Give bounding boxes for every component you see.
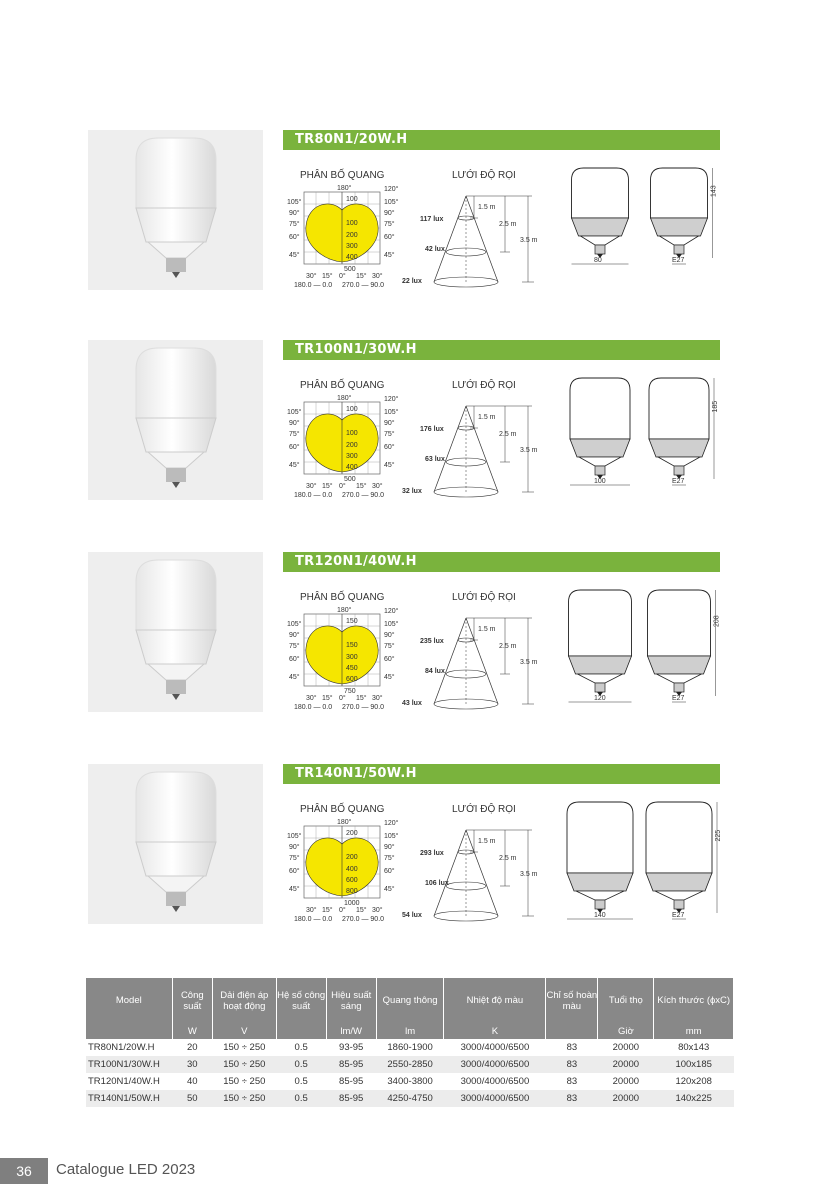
svg-text:45°: 45° xyxy=(384,674,395,681)
distance-label: 1.5 m xyxy=(478,204,496,211)
svg-text:45°: 45° xyxy=(384,462,395,469)
svg-text:117 lux: 117 lux xyxy=(420,216,444,223)
svg-text:60°: 60° xyxy=(384,444,395,451)
table-cell: 83 xyxy=(566,1076,578,1087)
angle-label: 180° xyxy=(337,819,352,826)
svg-text:60°: 60° xyxy=(289,234,300,241)
table-row xyxy=(86,1039,734,1056)
svg-text:60°: 60° xyxy=(384,656,395,663)
svg-text:0°: 0° xyxy=(339,273,346,280)
table-cell: 20 xyxy=(187,1042,198,1053)
svg-text:15°: 15° xyxy=(322,483,333,490)
polar-chart xyxy=(287,606,399,711)
svg-text:45°: 45° xyxy=(384,252,395,259)
polar-label: PHÂN BỐ QUANG xyxy=(300,592,385,603)
th-lumen: Quang thông xyxy=(376,978,444,1023)
svg-text:105°: 105° xyxy=(287,621,302,628)
svg-text:500: 500 xyxy=(344,476,356,483)
svg-text:63 lux: 63 lux xyxy=(425,456,445,463)
dimension-drawing xyxy=(567,802,722,919)
table-cell: 20000 xyxy=(598,1056,654,1073)
svg-text:105°: 105° xyxy=(384,199,399,206)
svg-text:30°: 30° xyxy=(372,907,383,914)
svg-text:43 lux: 43 lux xyxy=(402,700,422,707)
svg-text:106 lux: 106 lux xyxy=(425,880,449,887)
unit-cell: K xyxy=(444,1023,546,1039)
table-cell: 150 ÷ 250 xyxy=(213,1090,277,1107)
page-number: 36 xyxy=(0,1158,48,1184)
table-cell: 120x208 xyxy=(675,1076,712,1087)
table-cell: 2550-2850 xyxy=(376,1056,444,1073)
socket-label: E27 xyxy=(672,912,685,919)
svg-text:30°: 30° xyxy=(306,695,317,702)
svg-text:30°: 30° xyxy=(306,273,317,280)
unit-cell: lm xyxy=(376,1023,444,1039)
table-cell: 20000 xyxy=(598,1090,654,1107)
height-dimension: 143 xyxy=(710,185,718,197)
height-dimension: 185 xyxy=(712,400,719,413)
svg-text:45°: 45° xyxy=(289,886,300,893)
table-cell: 83 xyxy=(546,1056,598,1073)
svg-text:75°: 75° xyxy=(289,855,300,862)
svg-text:750: 750 xyxy=(344,688,356,695)
svg-text:75°: 75° xyxy=(289,643,300,650)
svg-text:450: 450 xyxy=(346,665,358,672)
svg-text:180.0 — 0.0: 180.0 — 0.0 xyxy=(294,282,333,289)
table-cell: 85-95 xyxy=(326,1056,376,1073)
spec-table xyxy=(86,978,734,1107)
svg-text:270.0 — 90.0: 270.0 — 90.0 xyxy=(342,916,385,923)
svg-text:0°: 0° xyxy=(339,483,346,490)
svg-text:90°: 90° xyxy=(384,844,395,851)
svg-text:30°: 30° xyxy=(306,483,317,490)
table-cell: 0.5 xyxy=(294,1042,308,1053)
svg-text:60°: 60° xyxy=(289,444,300,451)
svg-text:30°: 30° xyxy=(372,273,383,280)
svg-text:15°: 15° xyxy=(322,273,333,280)
table-cell: TR120N1/40W.H xyxy=(88,1076,160,1087)
illuminance-cone xyxy=(402,830,538,921)
table-row xyxy=(86,1056,734,1073)
svg-text:75°: 75° xyxy=(289,221,300,228)
product-title: TR140N1/50W.H xyxy=(295,766,417,781)
illuminance-cone xyxy=(402,406,538,497)
table-cell: 30 xyxy=(172,1056,212,1073)
dimension-drawing xyxy=(569,590,721,702)
height-dimension: 208 xyxy=(713,615,721,627)
cone-label: LƯỚI ĐỘ RỌI xyxy=(452,380,516,391)
table-cell: 3000/4000/6500 xyxy=(460,1076,530,1087)
svg-text:400: 400 xyxy=(346,464,358,471)
table-header-row xyxy=(86,978,734,1023)
polar-label: PHÂN BỐ QUANG xyxy=(300,380,385,391)
svg-text:100: 100 xyxy=(346,406,358,413)
product-block xyxy=(0,340,820,515)
table-cell: TR100N1/30W.H xyxy=(86,1056,172,1073)
socket-label: E27 xyxy=(672,695,685,702)
polar-chart xyxy=(287,394,399,499)
svg-text:3.5 m: 3.5 m xyxy=(520,447,538,454)
svg-text:22 lux: 22 lux xyxy=(402,278,422,285)
svg-text:42 lux: 42 lux xyxy=(425,246,445,253)
th-lifetime: Tuổi thọ xyxy=(598,978,654,1023)
svg-text:2.5 m: 2.5 m xyxy=(499,643,517,650)
table-cell: 83 xyxy=(546,1090,598,1107)
svg-text:300: 300 xyxy=(346,243,358,250)
svg-text:75°: 75° xyxy=(384,221,395,228)
table-cell: 3000/4000/6500 xyxy=(444,1056,546,1073)
svg-text:100: 100 xyxy=(346,220,358,227)
angle-label: 180° xyxy=(337,607,352,614)
th-model: Model xyxy=(86,978,172,1023)
svg-text:75°: 75° xyxy=(289,431,300,438)
height-dimension: 225 xyxy=(715,829,722,842)
svg-text:30°: 30° xyxy=(372,695,383,702)
table-cell: 0.5 xyxy=(276,1056,326,1073)
cone-label: LƯỚI ĐỘ RỌI xyxy=(452,170,516,181)
svg-text:600: 600 xyxy=(346,877,358,884)
product-diagrams xyxy=(0,340,820,515)
product-block xyxy=(0,552,820,727)
svg-text:0°: 0° xyxy=(339,695,346,702)
svg-text:200: 200 xyxy=(346,830,358,837)
svg-text:2.5 m: 2.5 m xyxy=(499,221,517,228)
table-cell: 4250-4750 xyxy=(376,1090,444,1107)
distance-label: 1.5 m xyxy=(478,838,496,845)
th-power: Công suất xyxy=(172,978,212,1023)
svg-text:600: 600 xyxy=(346,676,358,683)
svg-text:75°: 75° xyxy=(384,855,395,862)
unit-cell xyxy=(546,1023,598,1039)
svg-text:235 lux: 235 lux xyxy=(420,638,444,645)
product-block xyxy=(0,130,820,305)
svg-text:270.0 — 90.0: 270.0 — 90.0 xyxy=(342,282,385,289)
footer-title: Catalogue LED 2023 xyxy=(56,1161,196,1178)
svg-text:75°: 75° xyxy=(384,431,395,438)
svg-text:200: 200 xyxy=(346,442,358,449)
distance-label: 1.5 m xyxy=(478,414,496,421)
table-cell: 85-95 xyxy=(326,1090,376,1107)
illuminance-cone xyxy=(402,196,538,287)
svg-text:1000: 1000 xyxy=(344,900,360,907)
svg-text:45°: 45° xyxy=(289,252,300,259)
table-cell: 40 xyxy=(187,1076,198,1087)
table-row xyxy=(86,1090,734,1107)
svg-text:90°: 90° xyxy=(384,632,395,639)
svg-text:90°: 90° xyxy=(289,420,300,427)
width-dimension: 80 xyxy=(594,257,602,264)
th-size: Kích thước (ϕxC) xyxy=(654,978,734,1023)
svg-text:105°: 105° xyxy=(287,833,302,840)
table-cell: 80x143 xyxy=(678,1042,710,1053)
unit-cell xyxy=(86,1023,172,1039)
svg-text:32 lux: 32 lux xyxy=(402,488,422,495)
unit-cell: lm/W xyxy=(326,1023,376,1039)
svg-text:150: 150 xyxy=(346,642,358,649)
svg-text:180.0 — 0.0: 180.0 — 0.0 xyxy=(294,492,333,499)
svg-text:45°: 45° xyxy=(289,462,300,469)
svg-text:15°: 15° xyxy=(356,273,367,280)
svg-text:105°: 105° xyxy=(287,409,302,416)
socket-label: E27 xyxy=(672,257,685,264)
svg-text:30°: 30° xyxy=(306,907,317,914)
product-block xyxy=(0,764,820,939)
table-cell: 20000 xyxy=(612,1042,640,1053)
product-diagrams xyxy=(0,764,820,939)
svg-text:300: 300 xyxy=(346,453,358,460)
width-dimension: 140 xyxy=(594,912,606,919)
product-title: TR100N1/30W.H xyxy=(295,342,417,357)
svg-text:45°: 45° xyxy=(289,674,300,681)
svg-text:30°: 30° xyxy=(372,483,383,490)
polar-label: PHÂN BỐ QUANG xyxy=(300,804,385,815)
table-cell: 3000/4000/6500 xyxy=(444,1090,546,1107)
svg-text:300: 300 xyxy=(346,654,358,661)
table-cell: 3400-3800 xyxy=(387,1076,433,1087)
socket-label: E27 xyxy=(672,478,685,485)
angle-label: 180° xyxy=(337,185,352,192)
polar-label: PHÂN BỐ QUANG xyxy=(300,170,385,181)
polar-chart xyxy=(287,184,399,289)
svg-text:90°: 90° xyxy=(289,210,300,217)
table-cell: TR140N1/50W.H xyxy=(86,1090,172,1107)
table-cell: 150 ÷ 250 xyxy=(213,1056,277,1073)
svg-text:176 lux: 176 lux xyxy=(420,426,444,433)
polar-chart xyxy=(287,818,399,923)
table-cell: 1860-1900 xyxy=(387,1042,433,1053)
svg-text:800: 800 xyxy=(346,888,358,895)
product-title: TR80N1/20W.H xyxy=(295,132,408,147)
dimension-drawing xyxy=(570,378,719,485)
svg-text:100: 100 xyxy=(346,196,358,203)
svg-text:90°: 90° xyxy=(289,632,300,639)
svg-text:60°: 60° xyxy=(289,868,300,875)
svg-text:120°: 120° xyxy=(384,186,399,193)
svg-text:120°: 120° xyxy=(384,820,399,827)
svg-text:54 lux: 54 lux xyxy=(402,912,422,919)
product-title: TR120N1/40W.H xyxy=(295,554,417,569)
unit-cell: Giờ xyxy=(598,1023,654,1039)
svg-text:45°: 45° xyxy=(384,886,395,893)
svg-text:180.0 — 0.0: 180.0 — 0.0 xyxy=(294,704,333,711)
table-cell: 50 xyxy=(172,1090,212,1107)
width-dimension: 120 xyxy=(594,695,606,702)
width-dimension: 100 xyxy=(594,478,606,485)
svg-text:200: 200 xyxy=(346,232,358,239)
table-cell: 140x225 xyxy=(654,1090,734,1107)
svg-text:3.5 m: 3.5 m xyxy=(520,237,538,244)
svg-text:120°: 120° xyxy=(384,396,399,403)
svg-text:15°: 15° xyxy=(322,695,333,702)
table-cell: 100x185 xyxy=(654,1056,734,1073)
svg-text:3.5 m: 3.5 m xyxy=(520,871,538,878)
svg-text:15°: 15° xyxy=(356,695,367,702)
table-cell: 20000 xyxy=(612,1076,640,1087)
svg-text:2.5 m: 2.5 m xyxy=(499,431,517,438)
cone-label: LƯỚI ĐỘ RỌI xyxy=(452,804,516,815)
illuminance-cone xyxy=(402,618,538,709)
product-diagrams xyxy=(0,130,820,305)
svg-text:180.0 — 0.0: 180.0 — 0.0 xyxy=(294,916,333,923)
th-power-factor: Hệ số công suất xyxy=(276,978,326,1023)
svg-text:90°: 90° xyxy=(289,844,300,851)
svg-text:15°: 15° xyxy=(356,907,367,914)
svg-text:2.5 m: 2.5 m xyxy=(499,855,517,862)
svg-text:100: 100 xyxy=(346,430,358,437)
svg-text:90°: 90° xyxy=(384,210,395,217)
table-cell: 93-95 xyxy=(339,1042,364,1053)
dimension-drawing xyxy=(572,168,718,264)
svg-text:400: 400 xyxy=(346,254,358,261)
unit-cell: W xyxy=(172,1023,212,1039)
table-row xyxy=(86,1073,734,1090)
svg-text:120°: 120° xyxy=(384,608,399,615)
product-diagrams xyxy=(0,552,820,727)
svg-text:500: 500 xyxy=(344,266,356,273)
table-cell: 150 ÷ 250 xyxy=(223,1042,266,1053)
table-cell: 150 ÷ 250 xyxy=(223,1076,266,1087)
svg-text:15°: 15° xyxy=(356,483,367,490)
svg-text:200: 200 xyxy=(346,854,358,861)
table-cell: 83 xyxy=(566,1042,578,1053)
svg-text:270.0 — 90.0: 270.0 — 90.0 xyxy=(342,492,385,499)
distance-label: 1.5 m xyxy=(478,626,496,633)
svg-text:105°: 105° xyxy=(384,833,399,840)
table-units-row xyxy=(86,1023,734,1039)
svg-text:150: 150 xyxy=(346,618,358,625)
svg-text:60°: 60° xyxy=(384,868,395,875)
svg-text:3.5 m: 3.5 m xyxy=(520,659,538,666)
th-cri: Chỉ số hoàn màu xyxy=(546,978,598,1023)
angle-label: 180° xyxy=(337,395,352,402)
table-cell: 0.5 xyxy=(294,1076,308,1087)
th-efficacy: Hiệu suất sáng xyxy=(326,978,376,1023)
table-cell: 0.5 xyxy=(276,1090,326,1107)
svg-text:60°: 60° xyxy=(289,656,300,663)
th-voltage: Dải điện áp hoạt động xyxy=(213,978,277,1023)
svg-text:75°: 75° xyxy=(384,643,395,650)
svg-text:15°: 15° xyxy=(322,907,333,914)
svg-text:105°: 105° xyxy=(384,409,399,416)
svg-text:84 lux: 84 lux xyxy=(425,668,445,675)
svg-text:270.0 — 90.0: 270.0 — 90.0 xyxy=(342,704,385,711)
unit-cell: V xyxy=(213,1023,277,1039)
unit-cell: mm xyxy=(654,1023,734,1039)
th-cct: Nhiệt độ màu xyxy=(444,978,546,1023)
svg-text:60°: 60° xyxy=(384,234,395,241)
svg-text:90°: 90° xyxy=(384,420,395,427)
table-cell: 3000/4000/6500 xyxy=(460,1042,530,1053)
svg-text:293 lux: 293 lux xyxy=(420,850,444,857)
svg-text:105°: 105° xyxy=(287,199,302,206)
svg-text:0°: 0° xyxy=(339,907,346,914)
unit-cell xyxy=(276,1023,326,1039)
svg-text:105°: 105° xyxy=(384,621,399,628)
table-cell: 85-95 xyxy=(339,1076,364,1087)
svg-text:400: 400 xyxy=(346,866,358,873)
cone-label: LƯỚI ĐỘ RỌI xyxy=(452,592,516,603)
table-cell: TR80N1/20W.H xyxy=(88,1042,155,1053)
